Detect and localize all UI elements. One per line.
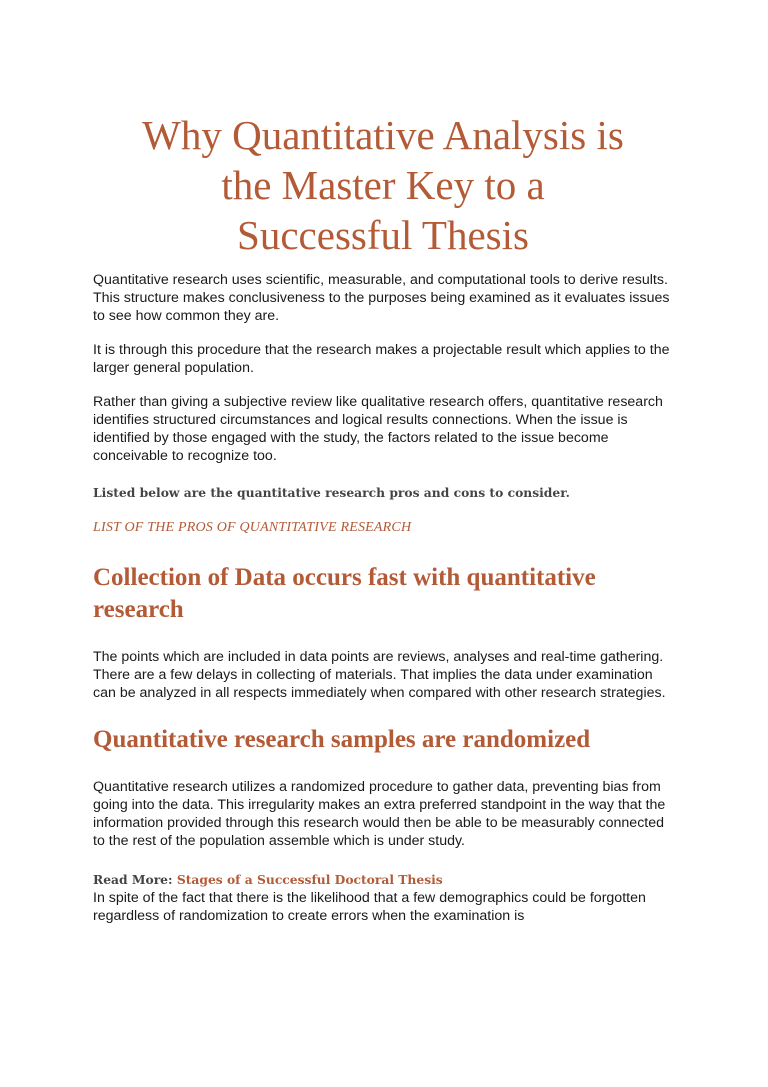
read-more-prefix: Read More:	[93, 872, 173, 887]
closing-paragraph: In spite of the fact that there is the likelihood that a few demographics could be forgotten regardless of randomization to create errors when the examination is	[93, 890, 646, 924]
section-body-randomized-samples: Quantitative research utilizes a randomized procedure to gather data, preventing bias from going into the data. This irregularity makes an extra preferred standpoint in the way that the information provided through this research would then be able to be measurably connected to the rest of the population assemble which is under study.	[93, 779, 666, 849]
document-content	[93, 110, 673, 925]
section-body-data-collection: The points which are included in data points are reviews, analyses and real-time gathering. There are a few delays in collecting of materials. That implies the data under examination can be analyzed in all respects immediately when compared with other research strategies.	[93, 649, 666, 701]
pros-section-label: LIST OF THE PROS OF QUANTITATIVE RESEARCH	[93, 520, 412, 535]
intro-paragraph-1: Quantitative research uses scientific, measurable, and computational tools to derive results. This structure makes conclusiveness to the purposes being examined as it evaluates issues to see how common they are.	[93, 272, 670, 324]
page-title	[93, 110, 673, 260]
read-more	[93, 872, 673, 887]
listed-below-note: Listed below are the quantitative research pros and cons to consider.	[93, 485, 570, 500]
section-heading-data-collection: Collection of Data occurs fast with quantitative research	[93, 564, 596, 623]
section-heading-randomized-samples: Quantitative research samples are randomized	[93, 726, 591, 753]
intro-paragraph-2: It is through this procedure that the research makes a projectable result which applies to the larger general population.	[93, 342, 670, 376]
intro-paragraph-3: Rather than giving a subjective review like qualitative research offers, quantitative research identifies structured circumstances and logical results connections. When the issue is identified by those engaged with the study, the factors related to the issue become conceivable to recognize too.	[93, 394, 663, 464]
read-more-link[interactable]: Stages of a Successful Doctoral Thesis	[176, 872, 443, 887]
title-line-2: the Master Key to a	[221, 162, 545, 208]
title-line-1: Why Quantitative Analysis is	[142, 112, 624, 158]
title-line-3: Successful Thesis	[237, 212, 529, 258]
